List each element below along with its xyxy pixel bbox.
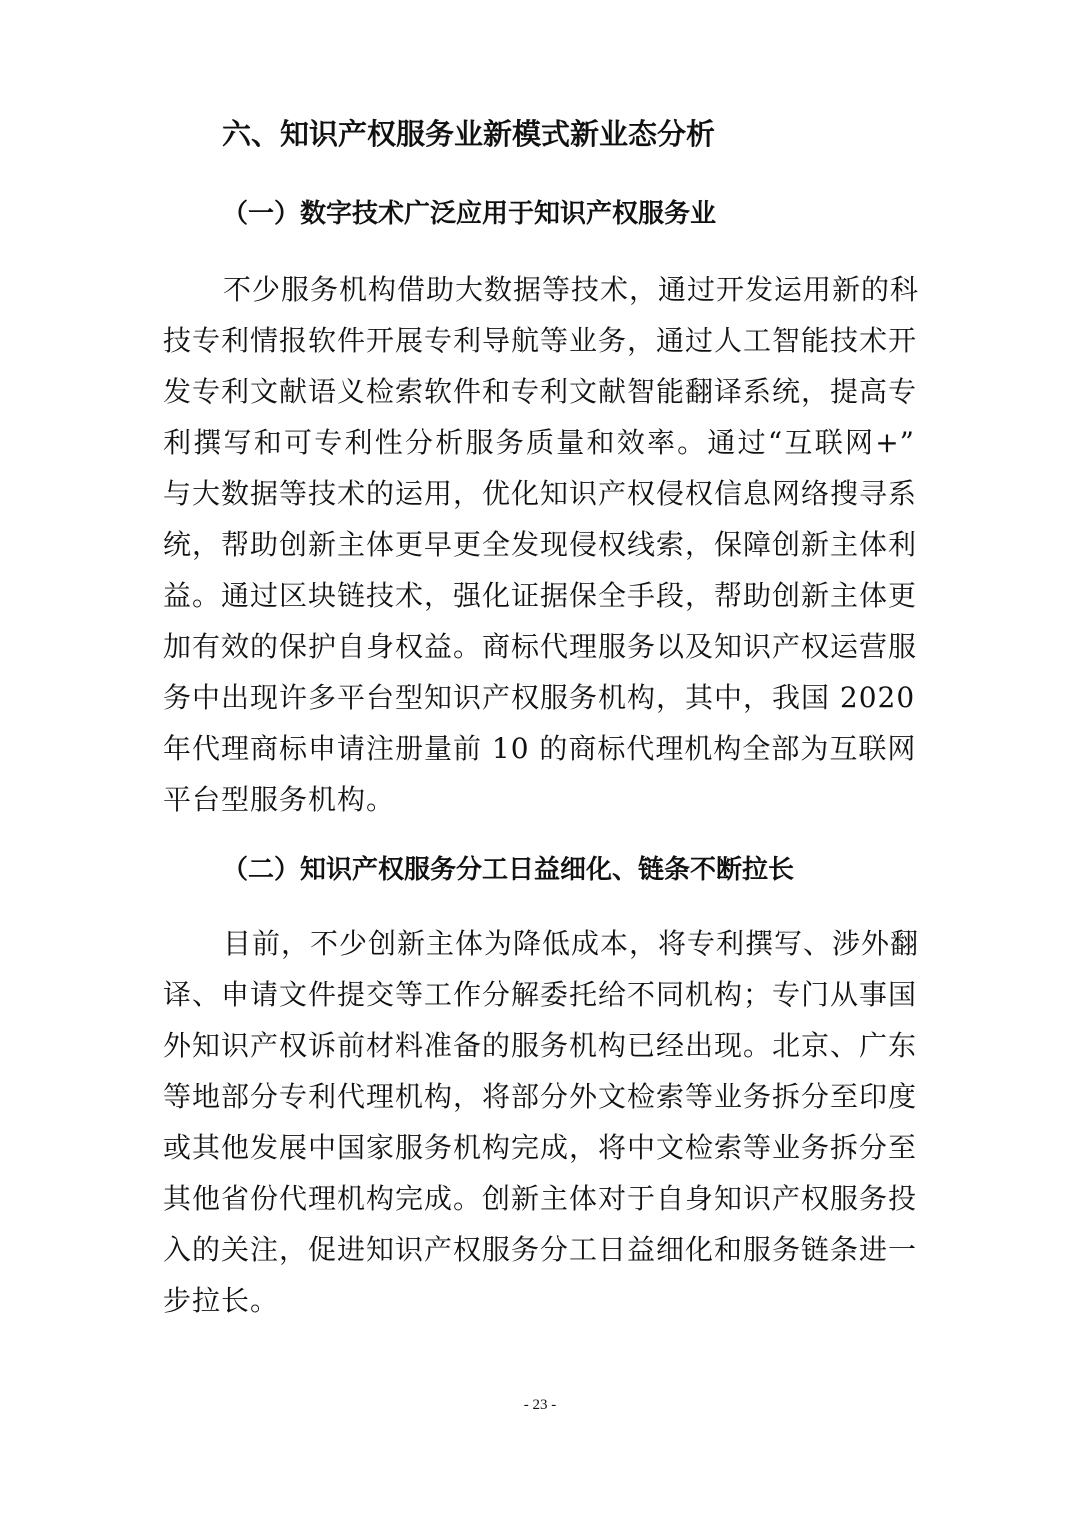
paragraph-line: 利撰写和可专利性分析服务质量和效率。通过“互联网+” <box>163 426 915 459</box>
paragraph-line: 发专利文献语义检索软件和专利文献智能翻译系统，提高专 <box>163 375 918 408</box>
subsection-1-paragraph <box>163 264 920 825</box>
paragraph-line: 年代理商标申请注册量前 10 的商标代理机构全部为互联网 <box>163 732 917 765</box>
paragraph-line: 加有效的保护自身权益。商标代理服务以及知识产权运营服 <box>163 630 918 663</box>
subsection-1-title: （一）数字技术广泛应用于知识产权服务业 <box>222 199 717 229</box>
paragraph-line: 入的关注，促进知识产权服务分工日益细化和服务链条进一 <box>163 1233 918 1266</box>
section-title: 六、知识产权服务业新模式新业态分析 <box>222 117 716 151</box>
paragraph-line: 与大数据等技术的运用，优化知识产权侵权信息网络搜寻系 <box>163 477 918 510</box>
paragraph-line: 不少服务机构借助大数据等技术，通过开发运用新的科 <box>223 273 920 306</box>
paragraph-line: 务中出现许多平台型知识产权服务机构，其中，我国 2020 <box>163 681 916 714</box>
paragraph-line: 技专利情报软件开展专利导航等业务，通过人工智能技术开 <box>163 324 918 357</box>
paragraph-line: 步拉长。 <box>163 1284 280 1317</box>
page-number: - 23 - <box>523 1397 557 1413</box>
paragraph-line: 统，帮助创新主体更早更全发现侵权线索，保障创新主体利 <box>163 528 918 561</box>
subsection-2-paragraph <box>163 918 920 1326</box>
paragraph-line: 译、申请文件提交等工作分解委托给不同机构；专门从事国 <box>163 978 918 1011</box>
paragraph-line: 外知识产权诉前材料准备的服务机构已经出现。北京、广东 <box>163 1029 918 1062</box>
subsection-2-title: （二）知识产权服务分工日益细化、链条不断拉长 <box>222 855 795 885</box>
paragraph-line: 或其他发展中国家服务机构完成，将中文检索等业务拆分至 <box>163 1131 918 1164</box>
paragraph-line: 平台型服务机构。 <box>163 783 396 816</box>
paragraph-line: 等地部分专利代理机构，将部分外文检索等业务拆分至印度 <box>163 1080 918 1113</box>
paragraph-line: 目前，不少创新主体为降低成本，将专利撰写、涉外翻 <box>223 927 920 960</box>
paragraph-line: 益。通过区块链技术，强化证据保全手段，帮助创新主体更 <box>163 579 918 612</box>
paragraph-line: 其他省份代理机构完成。创新主体对于自身知识产权服务投 <box>163 1182 918 1215</box>
